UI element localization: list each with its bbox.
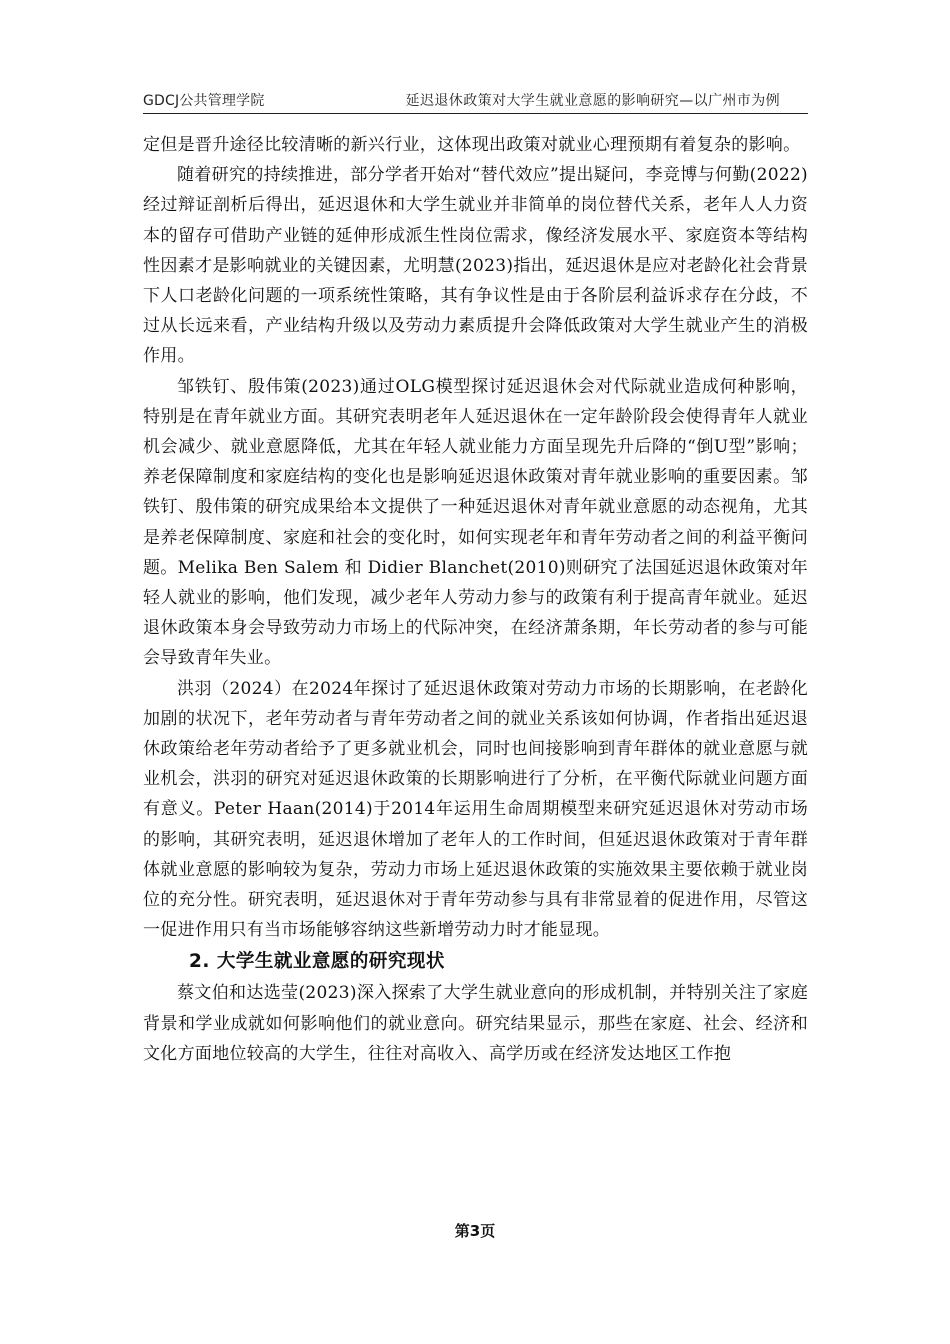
paragraph-continuation: 定但是晋升途径比较清晰的新兴行业，这体现出政策对就业心理预期有着复杂的影响。: [143, 135, 801, 155]
header-rule: [143, 113, 808, 114]
header-title: 延迟退休政策对大学生就业意愿的影响研究—以广州市为例: [405, 93, 780, 109]
section-heading: 2. 大学生就业意愿的研究现状: [189, 951, 445, 973]
paragraph-zou-yin: 邹铁钉、殷伟策(2023)通过OLG模型探讨延迟退休会对代际就业造成何种影响，特别是在青年就业方面。其研究表明老年人延迟退休在一定年龄阶段会使得青年人就业机会减少、就业意愿降低，尤其在年轻人就业能力方面呈现先升后降的“倒U型”影响；养老保障制度和家庭结构的变化也是影响延迟退休政策对青年就业影响的重要因素。邹铁钉、殷伟策的研究成果给本文提供了一种延迟退休对青年就业意愿的动态视角，尤其是养老保障制度、家庭和社会的变化时，如何实现老年和青年劳动者之间的利益平衡问题。Melika Ben Salem 和 Didier Blanchet(2010)则研究了法国延迟退休政策对年轻人就业的影响，他们发现，减少老年人劳动力参与的政策有利于提高青年就业。延迟退休政策本身会导致劳动力市场上的代际冲突，在经济萧条期，年长劳动者的参与可能会导致青年失业。: [143, 376, 808, 669]
body-text: [143, 130, 808, 1069]
paragraph-li-he: 随着研究的持续推进，部分学者开始对“替代效应”提出疑问，李竞博与何勤(2022)经过辩证剖析后得出，延迟退休和大学生就业并非简单的岗位替代关系，老年人人力资本的留存可借助产业链的延伸形成派生性岗位需求，像经济发展水平、家庭资本等结构性因素才是影响就业的关键因素，尤明慧(2023)指出，延迟退休是应对老龄化社会背景下人口老龄化问题的一项系统性策略，其有争议性是由于各阶层利益诉求存在分歧，不过从长远来看，产业结构升级以及劳动力素质提升会降低政策对大学生就业产生的消极作用。: [143, 165, 808, 367]
header-institution: GDCJ公共管理学院: [143, 93, 265, 109]
paragraph-hong-yu: 洪羽（2024）在2024年探讨了延迟退休政策对劳动力市场的长期影响，在老龄化加剧的状况下，老年劳动者与青年劳动者之间的就业关系该如何协调，作者指出延迟退休政策给老年劳动者给予了更多就业机会，同时也间接影响到青年群体的就业意愿与就业机会，洪羽的研究对延迟退休政策的长期影响进行了分析，在平衡代际就业问题方面有意义。Peter Haan(2014)于2014年运用生命周期模型来研究延迟退休对劳动市场的影响，其研究表明，延迟退休增加了老年人的工作时间，但延迟退休政策对于青年群体就业意愿的影响较为复杂，劳动力市场上延迟退休政策的实施效果主要依赖于就业岗位的充分性。研究表明，延迟退休对于青年劳动参与具有非常显着的促进作用，尽管这一促进作用只有当市场能够容纳这些新增劳动力时才能显现。: [143, 678, 808, 941]
page-header: [143, 88, 808, 110]
paragraph-cai-da: 蔡文伯和达选莹(2023)深入探索了大学生就业意向的形成机制，并特别关注了家庭背景和学业成就如何影响他们的就业意向。研究结果显示，那些在家庭、社会、经济和文化方面地位较高的大学生，往往对高收入、高学历或在经济发达地区工作抱: [143, 983, 808, 1064]
page-number: 第3页: [454, 1222, 496, 1240]
